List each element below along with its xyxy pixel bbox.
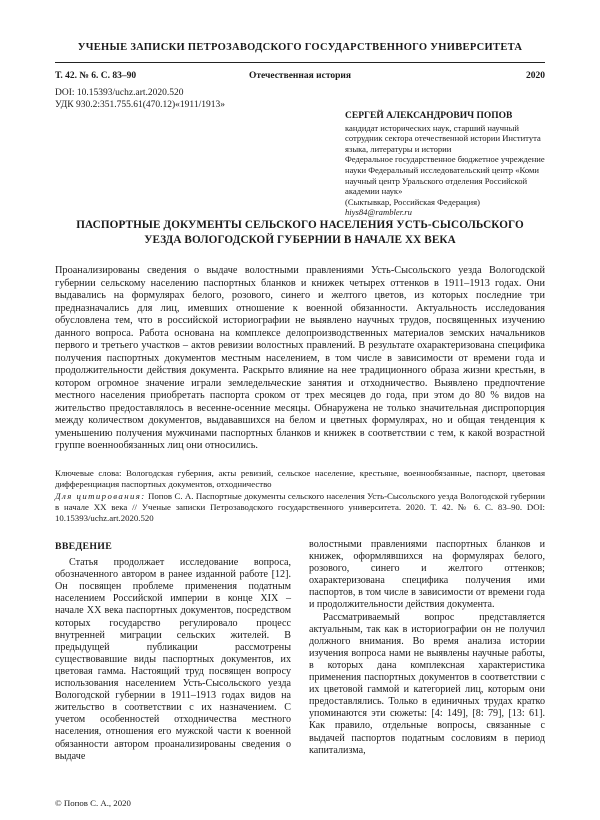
citation	[55, 491, 545, 524]
copyright: © Попов С. А., 2020	[55, 798, 131, 808]
section-heading: ВВЕДЕНИЕ	[55, 541, 113, 552]
identifiers	[55, 87, 225, 111]
author-location: (Сыктывкар, Российская Федерация)	[345, 196, 480, 207]
keywords: Ключевые слова: Вологодская губерния, акты ревизий, сельское население, крестьяне, военнообязанные, паспорт, цветовая дифференциация паспортных документов, отходничество	[55, 468, 545, 489]
abstract: Проанализированы сведения о выдаче волостными правлениями Усть-Сысольского уезда Вологодской губернии сельскому населению паспортных бланков и книжек четырех оттенков в 1911–1913 годах. Они выдавались на формулярах белого, розового, синего и желтого цветов, из которых последние три предназначались для лиц, имевших отношение к военной обязанности. Актуальность исследования обусловлена тем, что в российской историографии не выявлено научных трудов, посвященных изучению данного вопроса. Работа основана на комплексе делопроизводственных материалов земских начальников первого и третьего участков – актов ревизии волостных правлений. В результате охарактеризована специфика получения паспортных документов местным населением, в том числе в зависимости от времени года и продолжительности действия документа. Раскрыто влияние на нее традиционного образа жизни крестьян, в котором огромное значение играли земледельческие занятия и отходничество. Выявлено предпочтение местного населения приобретать паспорта сроком от трех месяцев до года, при этом до 80 % видов на жительство предоставлялось в весенне-осенние месяцы. Обнаружена не только значительная диспропорция между количеством документов, выдававшихся на белом и цветных формулярах, но и общая тенденция к уменьшению получения мужчинами паспортных бланков и книжек в соответствии с тем, к какой возрастной группе военнообязанных лиц они относились.	[55, 265, 545, 451]
author-block	[345, 111, 545, 218]
author-position: кандидат исторических наук, старший научный сотрудник сектора отечественной истории Института языка, литературы и истории	[345, 122, 541, 154]
body-paragraph: волостными правлениями паспортных бланков и книжек, оформлявшихся на формулярах белого, розового, синего и желтого оттенков; охарактеризована специфика получения ими паспортов, в том числе в зависимости от времени года и продолжительности действия документа.	[309, 539, 545, 611]
volume-info: Т. 42. № 6. С. 83–90	[55, 71, 137, 81]
body-column-right	[309, 539, 545, 757]
author-affiliation: Федеральное государственное бюджетное учреждение науки Федеральный исследовательский центр «Коми научный центр Уральского отделения Российской академии наук»	[345, 154, 545, 197]
journal-header: УЧЕНЫЕ ЗАПИСКИ ПЕТРОЗАВОДСКОГО ГОСУДАРСТВЕННОГО УНИВЕРСИТЕТА	[77, 42, 523, 53]
article-title: ПАСПОРТНЫЕ ДОКУМЕНТЫ СЕЛЬСКОГО НАСЕЛЕНИЯ УСТЬ-СЫСОЛЬСКОГО УЕЗДА ВОЛОГОДСКОЙ ГУБЕРНИИ В НАЧАЛЕ XX ВЕКА	[76, 219, 524, 246]
citation-text: Попов С. А. Паспортные документы сельского населения Усть-Сысольского уезда Вологодской губернии в начале XX века // Ученые записки Петрозаводского государственного университета. 2020. Т. 42. № 6. С. 83–90. DOI: 10.15393/uchz.art.2020.520	[55, 491, 545, 523]
publication-year: 2020	[526, 71, 545, 81]
doi: DOI: 10.15393/uchz.art.2020.520	[55, 88, 184, 98]
author-email: hiys84@rambler.ru	[345, 207, 412, 218]
section-name: Отечественная история	[248, 71, 352, 81]
author-name: СЕРГЕЙ АЛЕКСАНДРОВИЧ ПОПОВ	[345, 111, 513, 121]
body-paragraph: Рассматриваемый вопрос представляется актуальным, так как в историографии он не получил должного внимания. Во время анализа истории изучения вопроса нами не выявлены научные работы, в которых дана комплексная характеристика применения паспортных документов в соответствии с их цветовой гаммой и категорией лиц, которым они предоставлялись. Только в единичных трудах кратко упоминаются эти сюжеты: [4: 149], [8: 79], [13: 61]. Как правило, отдельные вопросы, связанные с выдачей паспортов податным сословиям в период капитализма,	[309, 611, 545, 756]
body-column-left	[55, 541, 291, 763]
header-divider	[55, 62, 545, 63]
body-paragraph: Статья продолжает исследование вопроса, обозначенного автором в ранее изданной работе [12]. Он посвящен проблеме применения податным населением Российской империи в конце XIX – начале XX века паспортных документов, посредством которых государство регулировало процесс внутренней миграции сельских жителей. В предыдущей публикации рассмотрены существовавшие виды паспортных документов, их цветовая гамма. Настоящий труд посвящен вопросу использования населением Усть-Сысольского уезда Вологодской губернии в 1911–1913 годах видов на жительство в соответствии с их назначением. С учетом особенностей отходничества местного населения, отношения его мужской части к военной обязанности автором проанализированы сведения о выдаче	[55, 557, 291, 762]
udc: УДК 930.2:351.755.61(470.12)«1911/1913»	[55, 100, 225, 110]
citation-label: Для цитирования:	[55, 491, 146, 501]
